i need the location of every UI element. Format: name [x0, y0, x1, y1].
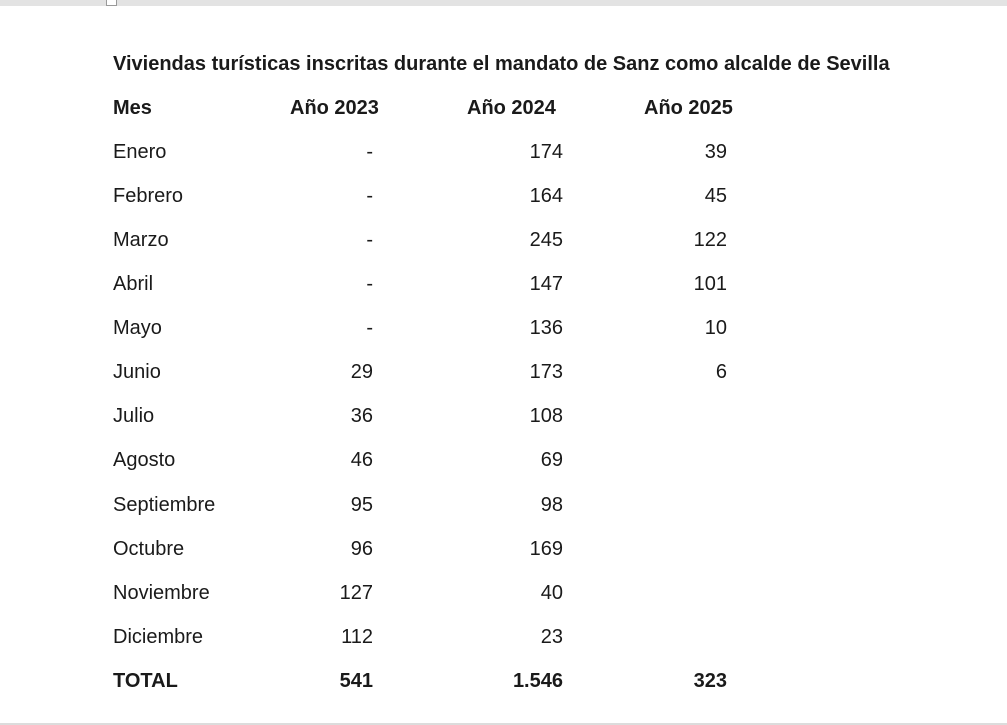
value-2023-cell: 96 — [350, 538, 373, 560]
header-year-2024: Año 2024 — [467, 97, 556, 119]
value-2023-cell: - — [366, 273, 373, 295]
header-year-2025: Año 2025 — [644, 97, 733, 119]
document-title: Viviendas turísticas inscritas durante el mandato de Sanz como alcalde de Sevilla — [113, 53, 890, 75]
table-row — [0, 624, 1007, 650]
value-2023-cell: 95 — [350, 494, 373, 516]
value-2025-cell: 10 — [704, 317, 727, 339]
total-2025: 323 — [693, 670, 727, 692]
table-header-row — [0, 95, 1007, 121]
month-cell: Octubre — [113, 538, 185, 560]
table-row — [0, 359, 1007, 385]
value-2025-cell: 101 — [693, 273, 727, 295]
table-row — [0, 580, 1007, 606]
value-2024-cell: 98 — [540, 494, 563, 516]
value-2023-cell: - — [366, 229, 373, 251]
table-row — [0, 315, 1007, 341]
value-2024-cell: 245 — [529, 229, 563, 251]
table-row — [0, 227, 1007, 253]
value-2024-cell: 40 — [540, 582, 563, 604]
value-2024-cell: 164 — [529, 185, 563, 207]
table-row — [0, 139, 1007, 165]
total-2024: 1.546 — [512, 670, 563, 692]
table-row — [0, 536, 1007, 562]
month-cell: Marzo — [113, 229, 169, 251]
header-year-2023: Año 2023 — [290, 97, 379, 119]
value-2025-cell: 6 — [715, 361, 727, 383]
value-2024-cell: 69 — [540, 449, 563, 471]
table-row — [0, 492, 1007, 518]
value-2023-cell: - — [366, 317, 373, 339]
table-row — [0, 403, 1007, 429]
value-2023-cell: - — [366, 141, 373, 163]
month-cell: Noviembre — [113, 582, 210, 604]
month-cell: Mayo — [113, 317, 162, 339]
month-cell: Junio — [113, 361, 161, 383]
value-2023-cell: 36 — [350, 405, 373, 427]
value-2024-cell: 174 — [529, 141, 563, 163]
value-2024-cell: 169 — [529, 538, 563, 560]
month-cell: Julio — [113, 405, 155, 427]
value-2025-cell: 45 — [704, 185, 727, 207]
month-cell: Agosto — [113, 449, 176, 471]
value-2023-cell: 46 — [350, 449, 373, 471]
value-2025-cell: 122 — [693, 229, 727, 251]
month-cell: Febrero — [113, 185, 184, 207]
total-2023: 541 — [339, 670, 373, 692]
value-2023-cell: 127 — [339, 582, 373, 604]
total-label: TOTAL — [113, 670, 178, 692]
text-boundary-marker — [106, 0, 117, 6]
header-month: Mes — [113, 97, 152, 119]
month-cell: Abril — [113, 273, 154, 295]
value-2024-cell: 23 — [540, 626, 563, 648]
month-cell: Enero — [113, 141, 167, 163]
value-2023-cell: - — [366, 185, 373, 207]
month-cell: Diciembre — [113, 626, 204, 648]
value-2024-cell: 108 — [529, 405, 563, 427]
value-2023-cell: 29 — [350, 361, 373, 383]
month-cell: Septiembre — [113, 494, 216, 516]
value-2024-cell: 136 — [529, 317, 563, 339]
value-2024-cell: 147 — [529, 273, 563, 295]
table-total-row — [0, 668, 1007, 694]
table-row — [0, 271, 1007, 297]
value-2024-cell: 173 — [529, 361, 563, 383]
value-2023-cell: 112 — [341, 626, 373, 648]
window-top-bar — [0, 0, 1007, 6]
table-row — [0, 183, 1007, 209]
table-row — [0, 447, 1007, 473]
value-2025-cell: 39 — [704, 141, 727, 163]
